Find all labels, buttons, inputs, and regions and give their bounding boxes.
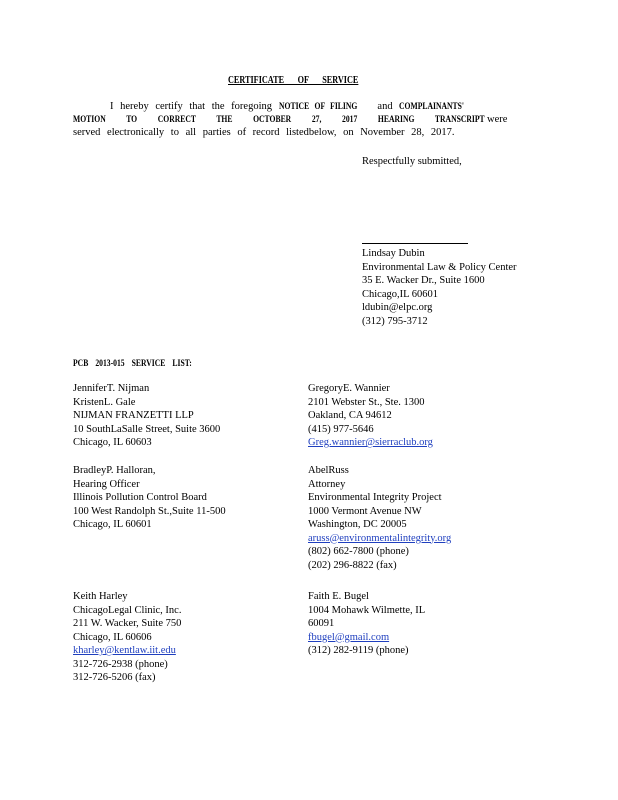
party-wannier (308, 382, 433, 450)
certify-text: I hereby certify that the foregoing (110, 101, 272, 112)
party-line: 211 W. Wacker, Suite 750 (73, 618, 182, 629)
signer-email: ldubin@elpc.org (362, 302, 433, 313)
party-line: 100 West Randolph St.,Suite 11-500 (73, 505, 226, 517)
party-halloran (73, 464, 226, 532)
party-bugel (308, 590, 425, 658)
signer-org: Environmental Law & Policy Center (362, 261, 517, 273)
party-line: 1004 Mohawk Wilmette, IL (308, 604, 426, 616)
certify-were: were (487, 114, 508, 125)
certify-line-2 (73, 114, 557, 125)
certify-line-3: served electronically to all parties of record listedbelow, on November 28, 2017. (73, 127, 455, 138)
party-email-link[interactable]: Greg.wannier@sierraclub.org (308, 437, 433, 448)
party-line: Attorney (308, 478, 346, 490)
document-title: CERTIFICATE OF SERVICE (228, 75, 359, 86)
party-line: 2101 Webster St., Ste. 1300 (308, 396, 425, 408)
party-line: Chicago, IL 60603 (73, 437, 152, 448)
party-line: Hearing Officer (73, 478, 140, 490)
party-line: Chicago, IL 60601 (73, 519, 152, 530)
party-line: GregoryE. Wannier (308, 383, 390, 394)
party-line: Faith E. Bugel (308, 591, 369, 602)
party-line: AbelRuss (308, 465, 349, 476)
signature-block (362, 247, 517, 328)
party-line: (415) 977-5646 (308, 423, 374, 435)
party-line: Chicago, IL 60606 (73, 631, 152, 643)
party-line: Illinois Pollution Control Board (73, 492, 207, 503)
party-line: Environmental Integrity Project (308, 492, 442, 503)
party-line: NIJMAN FRANZETTI LLP (73, 410, 194, 421)
signer-street: 35 E. Wacker Dr., Suite 1600 (362, 275, 485, 286)
party-email-link[interactable]: aruss@environmentalintegrity.org (308, 532, 452, 544)
party-line: Oakland, CA 94612 (308, 410, 392, 421)
complainants-label: COMPLAINANTS' (399, 101, 465, 111)
party-line: Washington, DC 20005 (308, 519, 407, 530)
party-line: KristenL. Gale (73, 396, 136, 408)
party-line: 10 SouthLaSalle Street, Suite 3600 (73, 423, 221, 435)
signer-name: Lindsay Dubin (362, 248, 425, 259)
party-line: (202) 296-8822 (fax) (308, 559, 397, 571)
party-line: ChicagoLegal Clinic, Inc. (73, 604, 182, 616)
party-line: JenniferT. Nijman (73, 383, 150, 394)
document-name: NOTICE OF FILING (278, 101, 357, 111)
party-line: BradleyP. Halloran, (73, 465, 156, 476)
party-line: 60091 (308, 618, 335, 629)
party-line: (802) 662-7800 (phone) (308, 546, 409, 557)
signer-phone: (312) 795-3712 (362, 315, 428, 327)
service-list-title: PCB 2013-015 SERVICE LIST: (73, 358, 192, 368)
party-line: 312-726-5206 (fax) (73, 672, 156, 683)
certify-line-1 (110, 101, 476, 112)
party-nijman (73, 382, 220, 450)
party-email-link[interactable]: fbugel@gmail.com (308, 631, 390, 643)
signature-line (362, 243, 468, 244)
party-line: Keith Harley (73, 591, 128, 602)
signer-city: Chicago,IL 60601 (362, 288, 439, 300)
party-russ (308, 464, 451, 572)
party-line: 312-726-2938 (phone) (73, 658, 168, 670)
signature-closing: Respectfully submitted, (362, 156, 462, 167)
party-line: (312) 282-9119 (phone) (308, 645, 409, 656)
motion-name: MOTION TO CORRECT THE OCTOBER 27, 2017 HEARING TRANSCRIPT (73, 114, 485, 124)
party-harley (73, 590, 181, 685)
party-email-link[interactable]: kharley@kentlaw.iit.edu (73, 645, 176, 656)
certify-and: and (377, 101, 393, 112)
party-line: 1000 Vermont Avenue NW (308, 505, 422, 517)
